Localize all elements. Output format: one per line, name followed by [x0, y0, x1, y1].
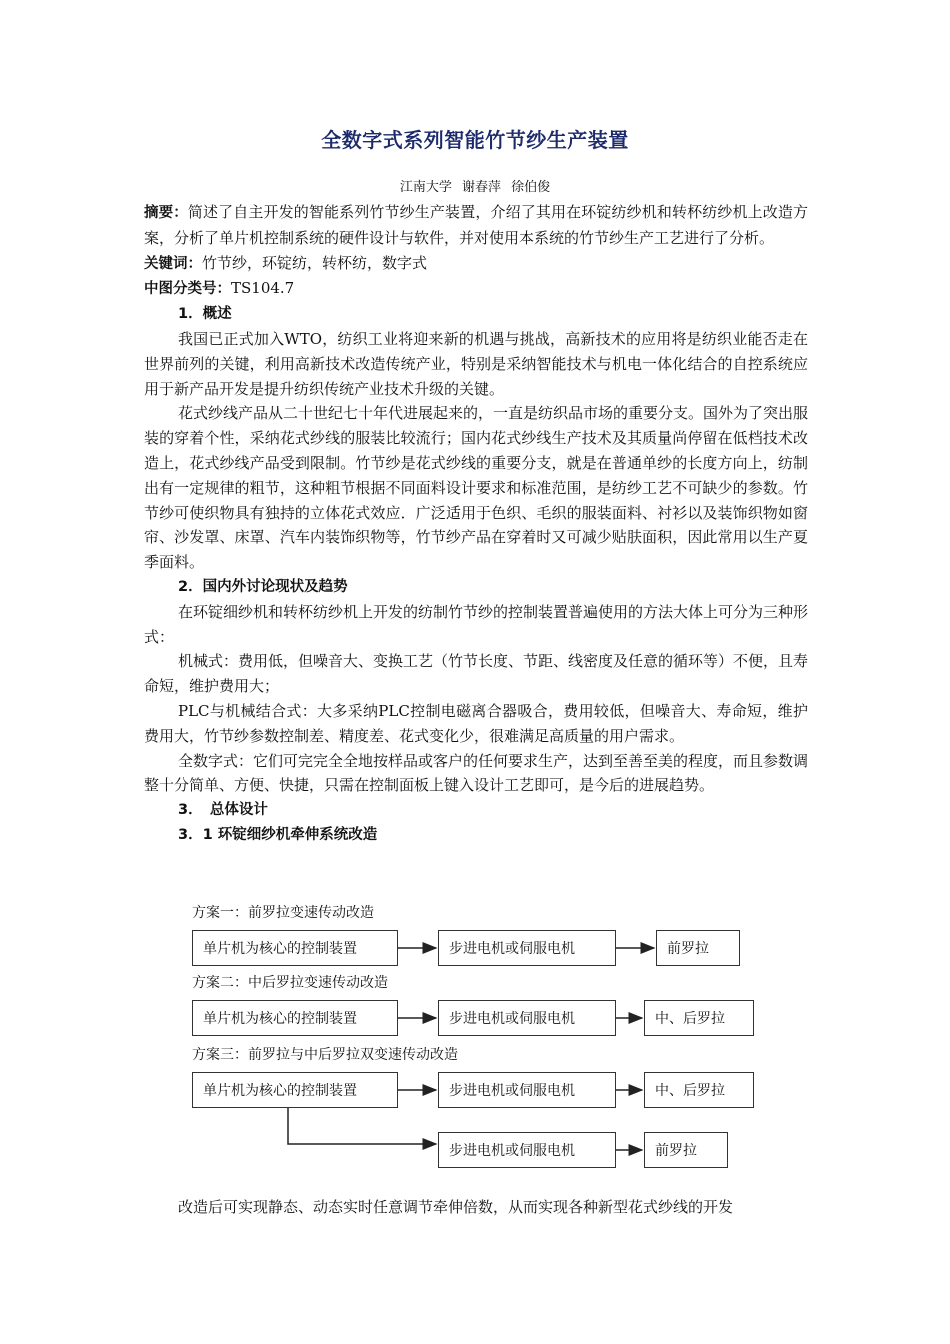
keywords-label: 关键词： [144, 255, 202, 272]
motor-box: 步进电机或伺服电机 [438, 930, 616, 966]
paragraph: 机械式：费用低，但噪音大、变换工艺（竹节长度、节距、线密度及任意的循环等）不便，且寿命短，维护费用大； [144, 652, 809, 696]
arrow [288, 1108, 436, 1144]
keywords-text: 竹节纱，环锭纺，转杯纺，数字式 [202, 253, 428, 272]
classification-label: 中图分类号： [144, 281, 231, 298]
controller-box: 单片机为核心的控制装置 [192, 930, 398, 966]
motor-box: 步进电机或伺服电机 [438, 1132, 616, 1168]
section-heading: 1．概述 [178, 306, 232, 323]
subsection-heading: 3．1 环锭细纱机牵伸系统改造 [178, 826, 378, 843]
abstract-text: 简述了自主开发的智能系列竹节纱生产装置，介绍了其用在环锭纺纱机和转杯纺纱机上改造方案，分析了单片机控制系统的硬件设计与软件，并对使用本系统的竹节纱生产工艺进行了分析。 [144, 203, 808, 247]
motor-box: 步进电机或伺服电机 [438, 1000, 616, 1036]
section-heading: 2．国内外讨论现状及趋势 [178, 578, 348, 595]
section-heading: 3． 总体设计 [178, 802, 268, 819]
scheme-label: 方案二：中后罗拉变速传动改造 [192, 975, 388, 991]
paragraph: PLC与机械结合式：大多采纳PLC控制电磁离合器吸合，费用较低，但噪音大、寿命短，维护费用大，竹节纱参数控制差、精度差、花式变化少，很难满足高质量的用户需求。 [144, 701, 808, 745]
affiliation: 江南大学 [399, 180, 452, 195]
classification [144, 276, 808, 302]
target-box: 前罗拉 [644, 1132, 728, 1168]
target-box: 前罗拉 [656, 930, 740, 966]
abstract-label: 摘要： [144, 205, 188, 221]
controller-box: 单片机为核心的控制装置 [192, 1072, 398, 1108]
scheme-label: 方案三：前罗拉与中后罗拉双变速传动改造 [192, 1047, 458, 1063]
target-box: 中、后罗拉 [644, 1072, 754, 1108]
motor-box: 步进电机或伺服电机 [438, 1072, 616, 1108]
flow-diagram [188, 898, 768, 1178]
paragraph: 在环锭细纱机和转杯纺纱机上开发的纺制竹节纱的控制装置普遍使用的方法大体上可分为三种形式： [144, 602, 809, 646]
abstract [144, 200, 808, 251]
author-name: 徐伯俊 [511, 180, 551, 195]
paragraph: 全数字式：它们可完完全全地按样品或客户的任何要求生产，达到至善至美的程度，而且参数调整十分简单、方便、快捷，只需在控制面板上键入设计工艺即可，是今后的进展趋势。 [144, 751, 809, 795]
paragraph: 我国已正式加入WTO，纺织工业将迎来新的机遇与挑战，高新技术的应用将是纺织业能否走在世界前列的关键，利用高新技术改造传统产业，特别是采纳智能技术与机电一体化结合的自控系统应用于新产品开发是提升纺织传统产业技术升级的关键。 [144, 329, 808, 398]
author-line [0, 176, 950, 195]
paragraph: 花式纱线产品从二十世纪七十年代进展起来的，一直是纺织品市场的重要分支。国外为了突出服装的穿着个性，采纳花式纱线的服装比较流行；国内花式纱线生产技术及其质量尚停留在低档技术改造上，花式纱线产品受到限制。竹节纱是花式纱线的重要分支，就是在普通单纱的长度方向上，纺制出有一定规律的粗节，这种粗节根据不同面料设计要求和标准范围，是纺纱工艺不可缺少的参数。竹节纱可使织物具有独持的立体花式效应．广泛适用于色织、毛织的服装面料、衬衫以及装饰织物如窗帘、沙发罩、床罩、汽车内装饰织物等，竹节纱产品在穿着时又可减少贴肤面积，因此常用以生产夏季面料。 [144, 404, 809, 572]
author-name: 谢春萍 [461, 180, 501, 195]
paper-body [144, 200, 808, 848]
paragraph: 改造后可实现静态、动态实时任意调节牵伸倍数，从而实现各种新型花式纱线的开发 [178, 1198, 734, 1216]
paper-title: 全数字式系列智能竹节纱生产装置 [321, 128, 629, 152]
classification-text: TS104.7 [231, 279, 295, 298]
scheme-label: 方案一：前罗拉变速传动改造 [192, 905, 374, 921]
target-box: 中、后罗拉 [644, 1000, 754, 1036]
keywords [144, 251, 808, 277]
controller-box: 单片机为核心的控制装置 [192, 1000, 398, 1036]
